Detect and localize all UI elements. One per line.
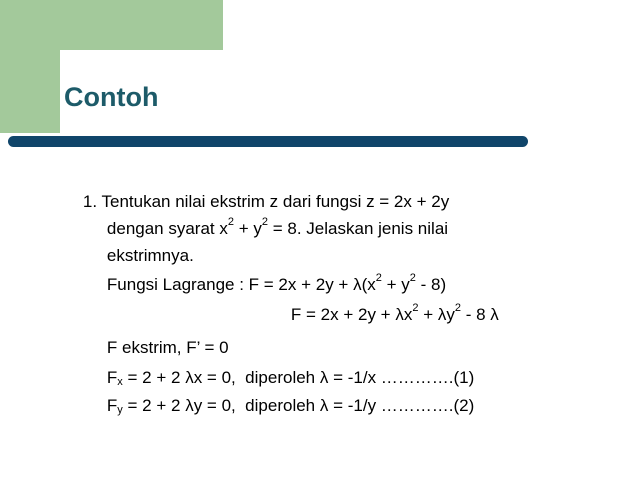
text-segment: Fungsi Lagrange : F = 2x + 2y + λ(x <box>106 275 376 294</box>
text-segment: F <box>106 396 118 415</box>
text-segment: F <box>106 368 118 387</box>
title-divider-bar <box>8 136 528 147</box>
text-segment: F = 2x + 2y + λx <box>290 305 413 324</box>
text-segment: 1. Tentukan nilai ekstrim z dari fungsi z = 2x + 2y <box>82 192 450 211</box>
text-segment: = 8. Jelaskan jenis nilai <box>272 219 449 238</box>
text-segment: + y <box>238 219 262 238</box>
text-segment: F ekstrim, F’ = 0 <box>106 338 229 357</box>
text-segment: - 8 λ <box>465 305 499 324</box>
slide-title: Contoh <box>64 82 159 112</box>
text-segment: + y <box>386 275 410 294</box>
exponent: 2 <box>375 272 382 284</box>
subscript: x <box>117 376 123 388</box>
exponent: 2 <box>409 272 416 284</box>
text-segment: ekstrimnya. <box>106 246 194 265</box>
text-segment: - 8) <box>420 275 447 294</box>
exponent: 2 <box>227 216 234 228</box>
exponent: 2 <box>261 216 269 228</box>
exponent: 2 <box>412 302 419 314</box>
partial-derivative-y-line <box>88 380 474 431</box>
text-segment: = 2 + 2 λy = 0, diperoleh λ = -1/y ………….(2) <box>127 396 475 415</box>
text-segment: = 2 + 2 λx = 0, diperoleh λ = -1/x ………….(1) <box>127 368 475 387</box>
text-segment: + λy <box>423 305 455 324</box>
lagrange-function-line2 <box>272 289 499 340</box>
text-segment: dengan syarat x <box>106 219 228 238</box>
subscript: y <box>117 404 123 416</box>
exponent: 2 <box>454 302 461 314</box>
